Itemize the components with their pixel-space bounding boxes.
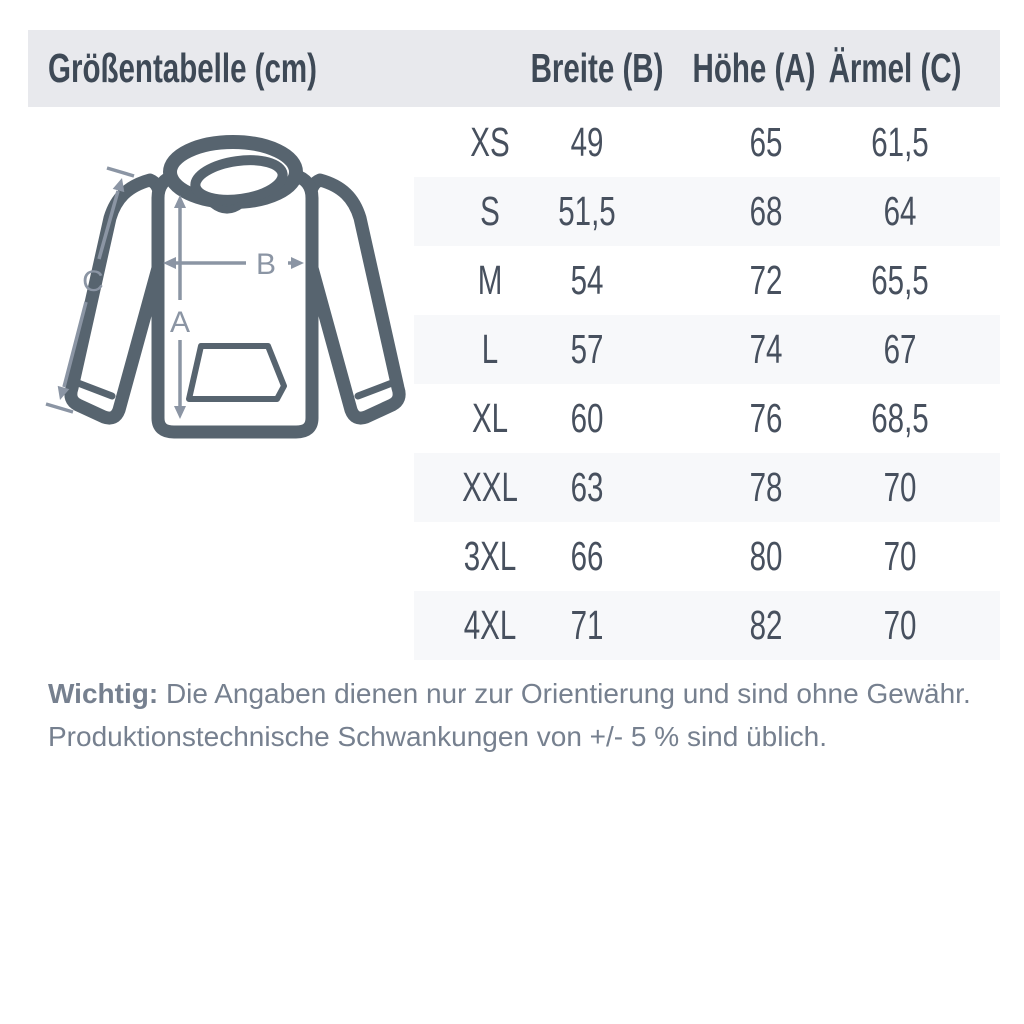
page-title: Größentabelle (cm) — [48, 45, 318, 91]
disclaimer — [48, 672, 988, 758]
size-cell: 3XL — [463, 533, 517, 579]
hoehe-cell: 72 — [749, 257, 783, 303]
dimension-c-label: C — [82, 265, 104, 298]
aermel-cell: 61,5 — [871, 119, 929, 165]
breite-cell: 60 — [570, 395, 604, 441]
table-row — [414, 522, 1000, 591]
hoehe-cell: 65 — [749, 119, 783, 165]
kangaroo-pocket — [189, 346, 284, 399]
size-table-header — [28, 30, 1000, 107]
size-cell: M — [477, 257, 503, 303]
breite-cell: 57 — [570, 326, 604, 372]
column-header-aermel: Ärmel (C) — [828, 45, 962, 91]
disclaimer-label: Wichtig: — [48, 678, 159, 709]
table-row — [414, 453, 1000, 522]
breite-cell: 66 — [570, 533, 604, 579]
column-header-hoehe: Höhe (A) — [692, 45, 816, 91]
hoehe-cell: 74 — [749, 326, 783, 372]
disclaimer-text-1: Die Angaben dienen nur zur Orientierung und sind ohne Gewähr. — [158, 678, 971, 709]
size-cell: S — [480, 188, 500, 234]
breite-cell: 63 — [570, 464, 604, 510]
aermel-cell: 70 — [883, 602, 917, 648]
size-cell: XL — [471, 395, 509, 441]
aermel-cell: 68,5 — [871, 395, 929, 441]
aermel-cell: 70 — [883, 533, 917, 579]
dimension-b-label: B — [255, 248, 277, 281]
aermel-cell: 67 — [883, 326, 917, 372]
size-cell: L — [481, 326, 499, 372]
aermel-cell: 70 — [883, 464, 917, 510]
table-row — [414, 246, 1000, 315]
table-body — [414, 108, 1000, 660]
table-row — [414, 108, 1000, 177]
table-row — [414, 384, 1000, 453]
breite-cell: 54 — [570, 257, 604, 303]
hoodie-diagram — [40, 130, 430, 460]
size-cell: XXL — [462, 464, 518, 510]
hoehe-cell: 78 — [749, 464, 783, 510]
hoehe-cell: 76 — [749, 395, 783, 441]
aermel-cell: 64 — [883, 188, 917, 234]
size-cell: 4XL — [463, 602, 517, 648]
hoehe-cell: 82 — [749, 602, 783, 648]
column-header-breite: Breite (B) — [530, 45, 664, 91]
breite-cell: 71 — [570, 602, 604, 648]
table-row — [414, 177, 1000, 246]
hoehe-cell: 80 — [749, 533, 783, 579]
disclaimer-line-1 — [48, 672, 988, 715]
hoehe-cell: 68 — [749, 188, 783, 234]
breite-cell: 49 — [570, 119, 604, 165]
disclaimer-line-2: Produktionstechnische Schwankungen von +/- 5 % sind üblich. — [48, 721, 828, 752]
table-row — [414, 591, 1000, 660]
dimension-a-label: A — [169, 306, 191, 339]
breite-cell: 51,5 — [558, 188, 616, 234]
size-cell: XS — [470, 119, 510, 165]
table-row — [414, 315, 1000, 384]
aermel-cell: 65,5 — [871, 257, 929, 303]
